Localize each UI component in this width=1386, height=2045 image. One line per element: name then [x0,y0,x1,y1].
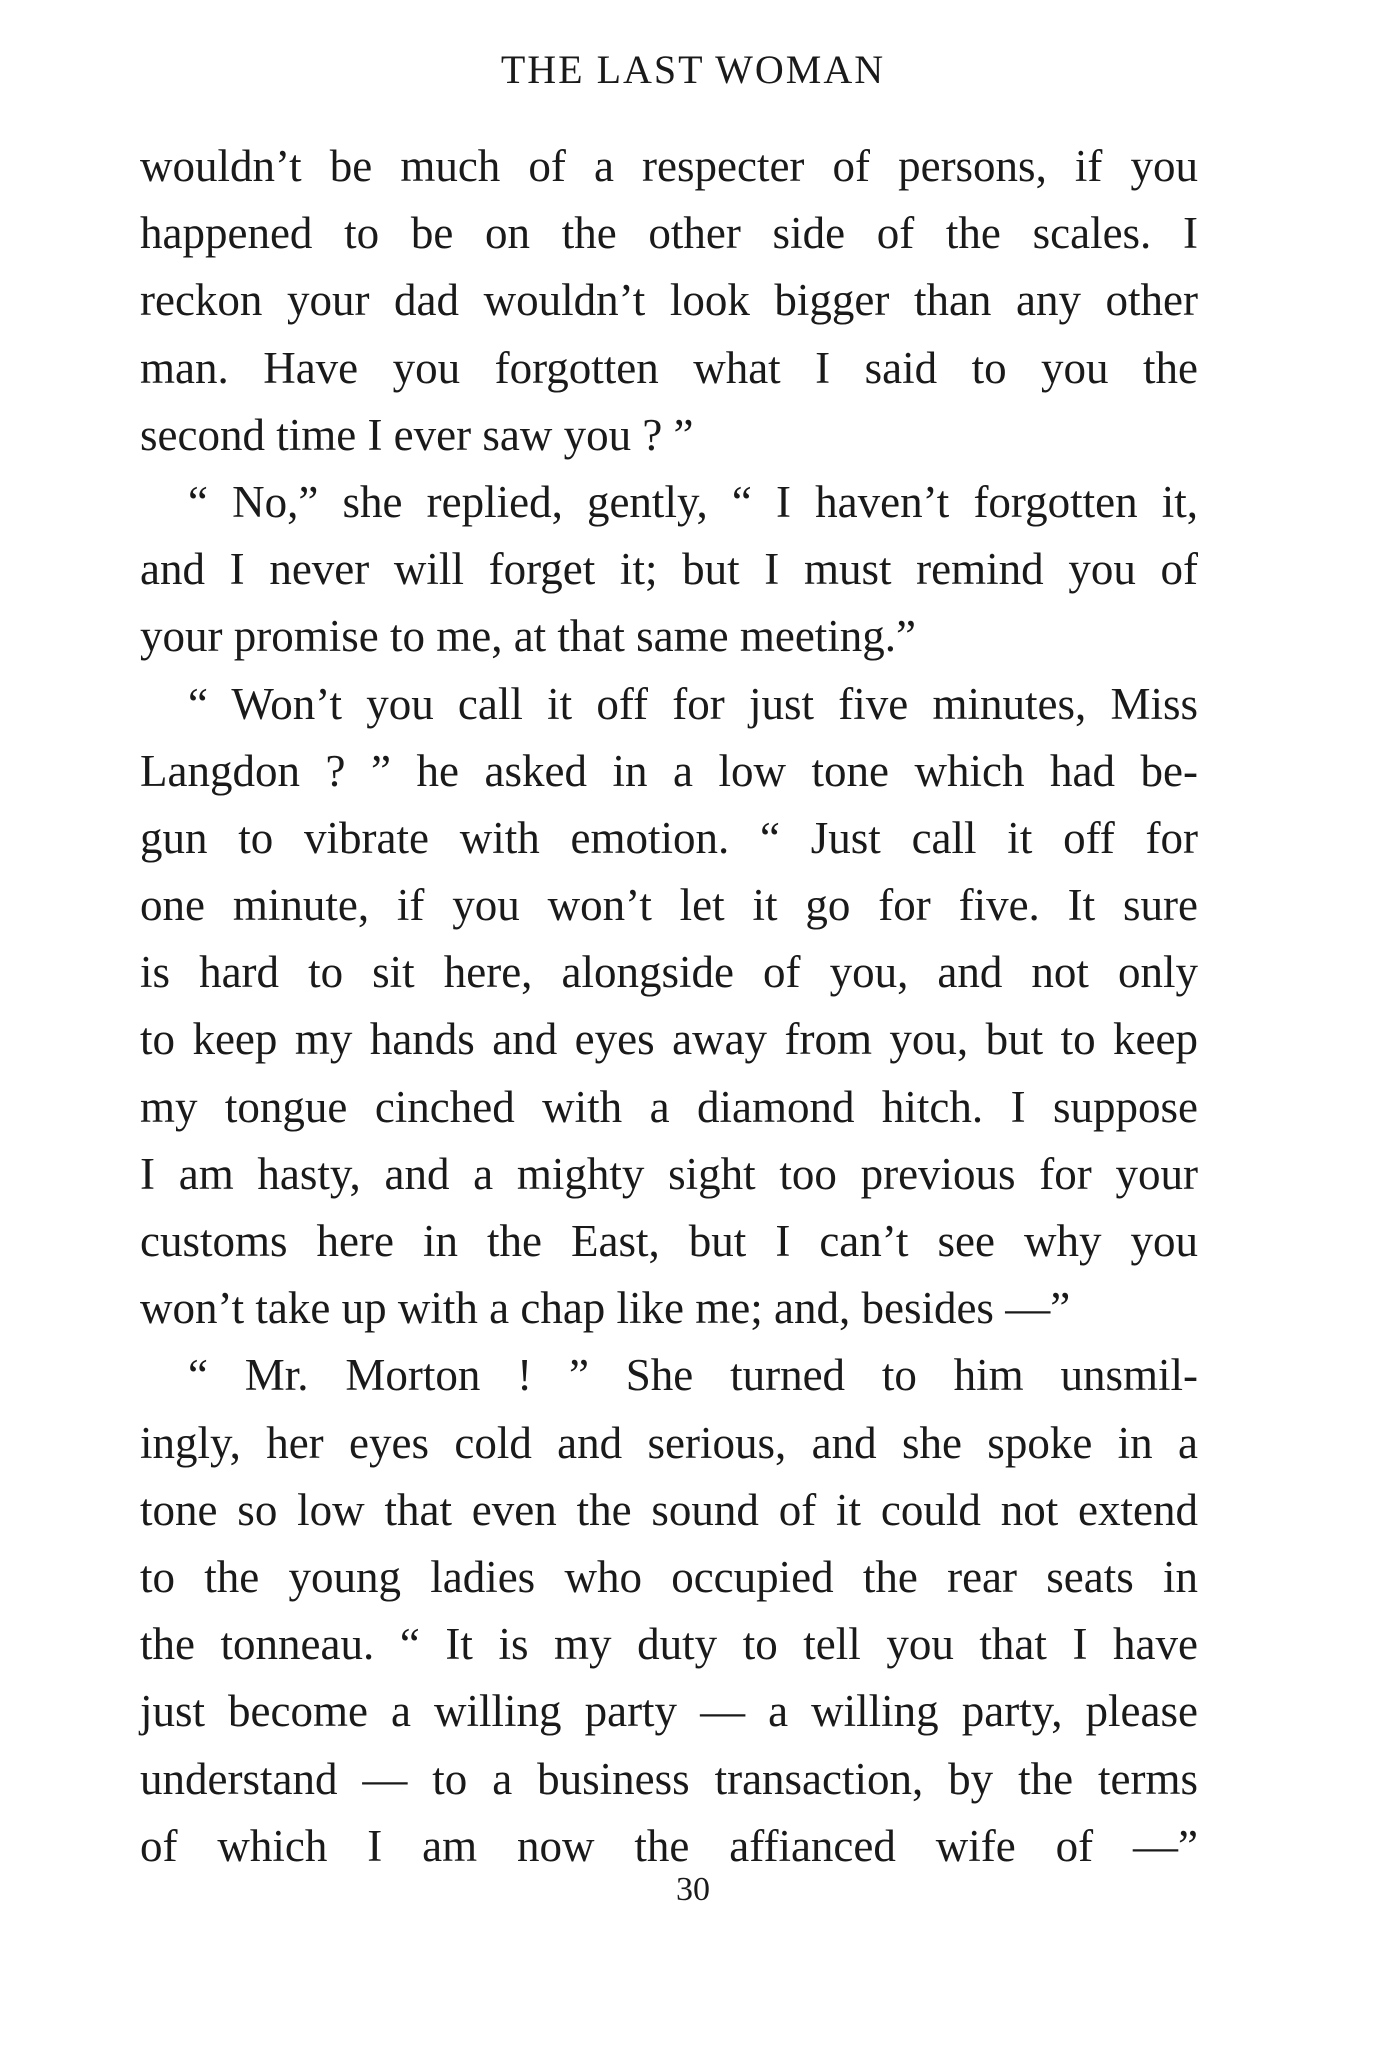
text-line: is hard to sit here, alongside of you, and not only [140,947,1198,998]
text-line: one minute, if you won’t let it go for five. It sure [140,880,1198,931]
text-line: I am hasty, and a mighty sight too previous for your [140,1148,1198,1199]
text-line: man. Have you forgotten what I said to you the [140,342,1198,393]
text-line: of which I am now the affianced wife of —” [140,1820,1198,1871]
text-line: second time I ever saw you ? ” [140,409,694,460]
text-line: ingly, her eyes cold and serious, and she spoke in a [140,1417,1198,1468]
text-line: tone so low that even the sound of it could not extend [140,1484,1198,1535]
text-line: won’t take up with a chap like me; and, besides —” [140,1283,1071,1334]
text-line: Langdon ? ” he asked in a low tone which had be- [140,745,1198,796]
page-number: 30 [676,1871,710,1908]
text-line: to keep my hands and eyes away from you, but to keep [140,1014,1198,1065]
running-head: THE LAST WOMAN [500,47,886,92]
text-line: and I never will forget it; but I must remind you of [140,544,1198,595]
text-line: wouldn’t be much of a respecter of persons, if you [140,141,1198,191]
text-line: gun to vibrate with emotion. “ Just call it off for [140,812,1198,863]
text-line: reckon your dad wouldn’t look bigger than any other [140,275,1198,326]
text-line: “ Mr. Morton ! ” She turned to him unsmil- [188,1350,1198,1401]
text-line: to the young ladies who occupied the rear seats in [140,1551,1198,1602]
text-line: “ No,” she replied, gently, “ I haven’t forgotten it, [188,476,1198,527]
text-line: the tonneau. “ It is my duty to tell you that I have [140,1619,1198,1670]
body-text [140,133,1198,1880]
text-line: happened to be on the other side of the scales. I [140,208,1198,259]
text-line: just become a willing party — a willing party, please [140,1686,1198,1737]
text-line: your promise to me, at that same meeting.” [140,611,917,662]
text-line: my tongue cinched with a diamond hitch. I suppose [140,1081,1198,1132]
text-line: customs here in the East, but I can’t see why you [140,1216,1198,1266]
text-line: understand — to a business transaction, by the terms [140,1753,1198,1804]
text-line: “ Won’t you call it off for just five minutes, Miss [188,678,1198,729]
